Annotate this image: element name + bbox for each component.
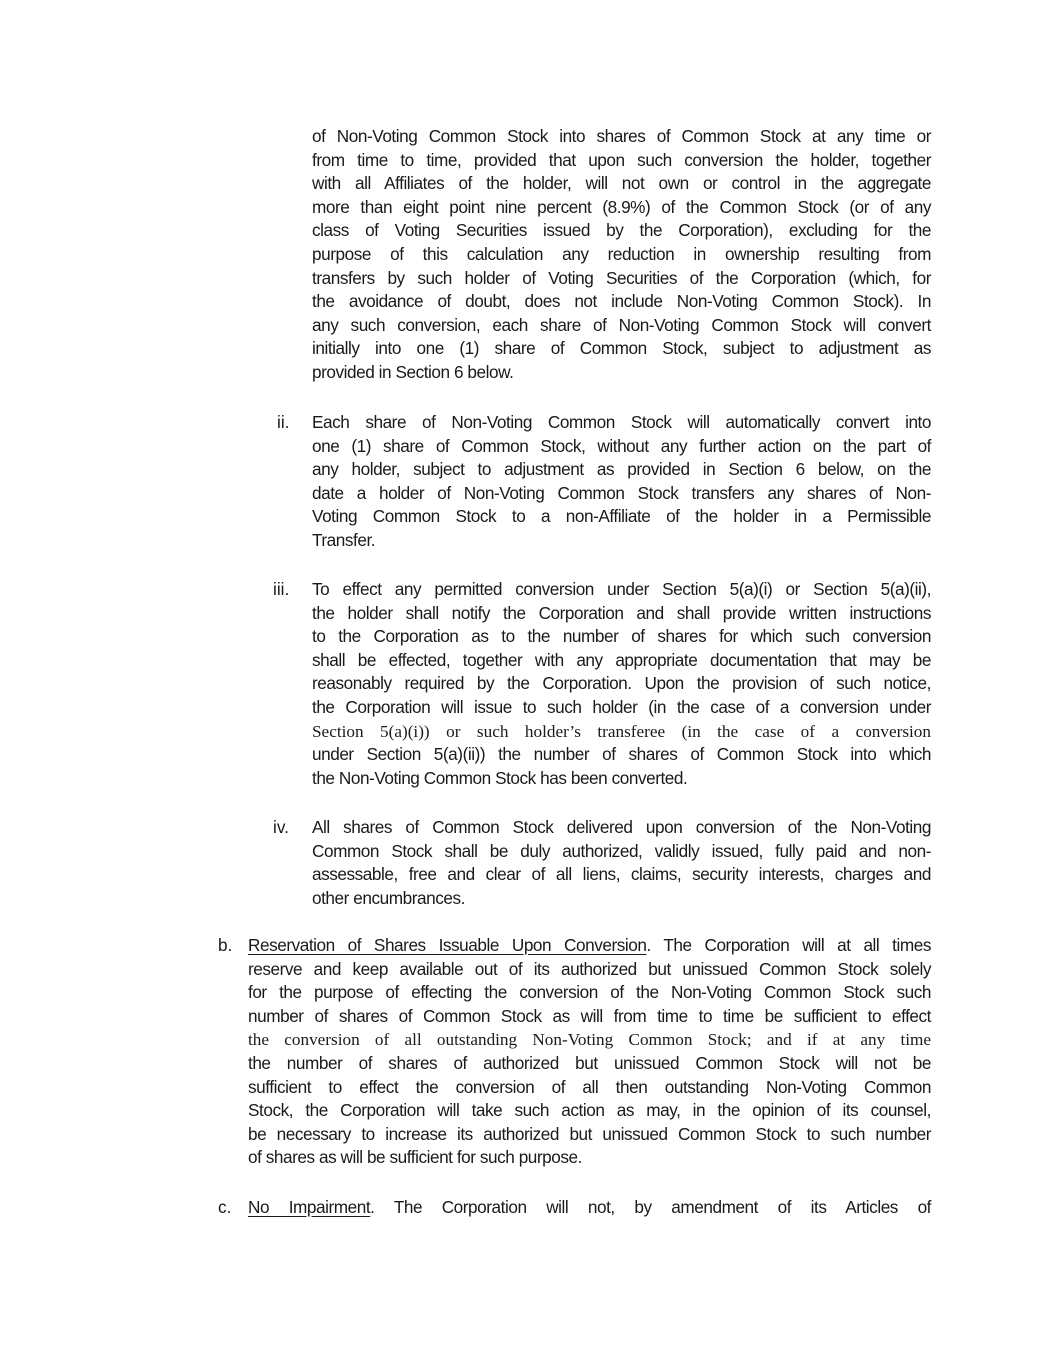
text-line: reasonably required by the Corporation. Upon the provision of such notice, bbox=[312, 673, 931, 694]
text-line: any holder, subject to adjustment as provided in Section 6 below, on the bbox=[312, 459, 931, 480]
text-line: to the Corporation as to the number of shares for which such conversion bbox=[312, 626, 931, 647]
text-line: the Non-Voting Common Stock has been converted. bbox=[312, 767, 688, 788]
text-line: transfers by such holder of Voting Securities of the Corporation (which, for bbox=[312, 267, 931, 288]
text-line: All shares of Common Stock delivered upon conversion of the Non-Voting bbox=[312, 817, 931, 837]
text-line: initially into one (1) share of Common Stock, subject to adjustment as bbox=[312, 338, 931, 359]
text-line: Voting Common Stock to a non-Affiliate of the holder in a Permissible bbox=[312, 506, 931, 527]
text-line: for the purpose of effecting the conversion of the Non-Voting Common Stock such bbox=[248, 982, 931, 1003]
text-line: the conversion of all outstanding Non-Voting Common Stock; and if at any time bbox=[248, 1030, 931, 1050]
section-c-no-impairment bbox=[248, 1196, 931, 1220]
text-line: be necessary to increase its authorized but unissued Common Stock to such number bbox=[248, 1123, 931, 1144]
list-marker-iii: iii. bbox=[273, 579, 290, 599]
list-marker-ii: ii. bbox=[277, 412, 290, 432]
paragraph-iii bbox=[312, 578, 931, 790]
paragraph-iv bbox=[312, 816, 931, 910]
paragraph-ii bbox=[312, 411, 931, 553]
section-heading: Reservation of Shares Issuable Upon Conversion bbox=[248, 935, 647, 955]
section-heading: No Impairment bbox=[248, 1197, 371, 1217]
text-line: from time to time, provided that upon such conversion the holder, together bbox=[312, 149, 931, 170]
list-marker-b: b. bbox=[218, 935, 233, 955]
text-line: of shares as will be sufficient for such purpose. bbox=[248, 1147, 582, 1168]
text-line: the Corporation will issue to such holder (in the case of a conversion under bbox=[312, 696, 931, 717]
text-line: To effect any permitted conversion under Section 5(a)(i) or Section 5(a)(ii), bbox=[312, 579, 931, 599]
text-line bbox=[248, 934, 931, 958]
heading-continuation: . The Corporation will at all times bbox=[646, 935, 931, 955]
text-line: number of shares of Common Stock as will from time to time be sufficient to effect bbox=[248, 1005, 931, 1026]
text-line: Common Stock shall be duly authorized, validly issued, fully paid and non- bbox=[312, 840, 931, 861]
list-marker-c: c. bbox=[218, 1197, 232, 1217]
list-marker-iv: iv. bbox=[273, 817, 289, 837]
text-line: with all Affiliates of the holder, will not own or control in the aggregate bbox=[312, 173, 931, 194]
text-line: the number of shares of authorized but unissued Common Stock will not be bbox=[248, 1052, 931, 1073]
section-b-reservation bbox=[248, 934, 931, 1170]
text-line: Each share of Non-Voting Common Stock will automatically convert into bbox=[312, 412, 931, 432]
text-line bbox=[248, 1196, 931, 1220]
text-line: shall be effected, together with any appropriate documentation that may be bbox=[312, 649, 931, 670]
text-line: class of Voting Securities issued by the Corporation), excluding for the bbox=[312, 220, 931, 241]
text-line: any such conversion, each share of Non-Voting Common Stock will convert bbox=[312, 314, 931, 335]
text-line: Stock, the Corporation will take such action as may, in the opinion of its counsel, bbox=[248, 1100, 931, 1121]
text-line: assessable, free and clear of all liens, claims, security interests, charges and bbox=[312, 864, 931, 885]
text-line: purpose of this calculation any reduction in ownership resulting from bbox=[312, 243, 931, 264]
text-line: Section 5(a)(i)) or such holder’s transferee (in the case of a conversion bbox=[312, 721, 931, 741]
heading-continuation: . The Corporation will not, by amendment of its Articles of bbox=[370, 1197, 932, 1217]
text-line: sufficient to effect the conversion of all then outstanding Non-Voting Common bbox=[248, 1076, 931, 1097]
text-line: Transfer. bbox=[312, 529, 376, 550]
text-line: provided in Section 6 below. bbox=[312, 361, 514, 382]
text-line: the holder shall notify the Corporation and shall provide written instructions bbox=[312, 602, 931, 623]
text-line: date a holder of Non-Voting Common Stock transfers any shares of Non- bbox=[312, 482, 931, 503]
text-line: reserve and keep available out of its authorized but unissued Common Stock solely bbox=[248, 958, 931, 979]
text-line: the avoidance of doubt, does not include Non-Voting Common Stock). In bbox=[312, 291, 931, 312]
text-line: more than eight point nine percent (8.9%) of the Common Stock (or of any bbox=[312, 196, 931, 217]
text-line: of Non-Voting Common Stock into shares of Common Stock at any time or bbox=[312, 126, 931, 146]
text-line: one (1) share of Common Stock, without any further action on the part of bbox=[312, 435, 931, 456]
text-line: other encumbrances. bbox=[312, 887, 465, 908]
text-line: under Section 5(a)(ii)) the number of shares of Common Stock into which bbox=[312, 744, 931, 765]
paragraph-i-continued bbox=[312, 125, 931, 385]
